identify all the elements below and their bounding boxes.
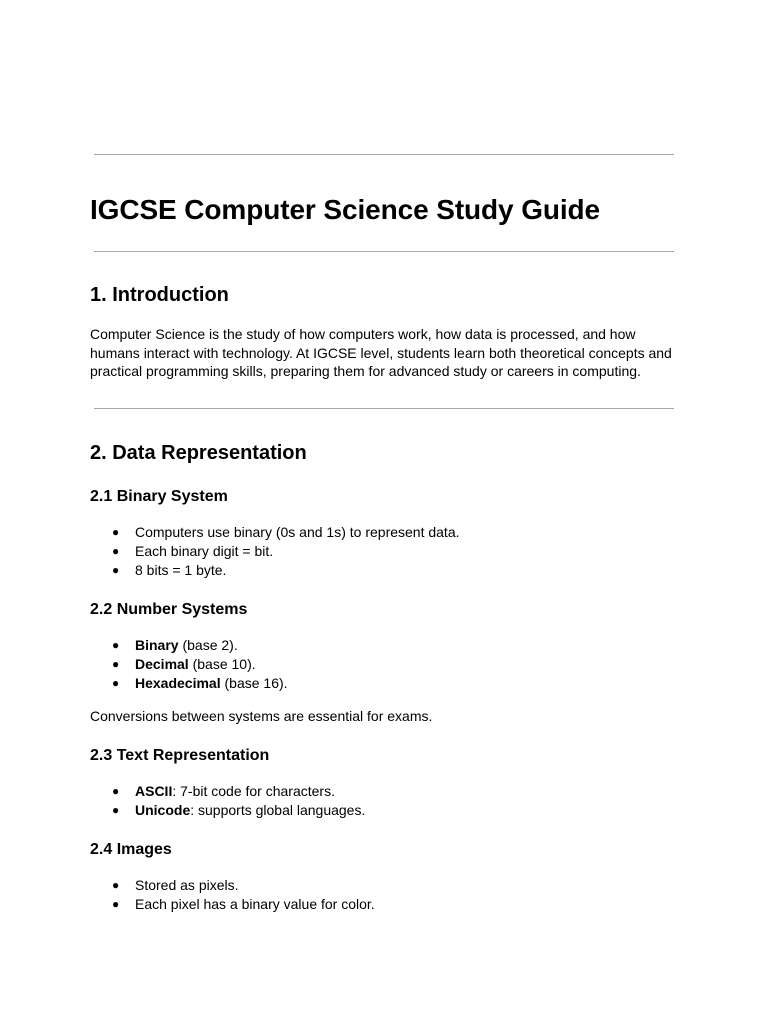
heading-introduction: 1. Introduction xyxy=(90,284,229,306)
images-list xyxy=(90,876,375,914)
divider-top xyxy=(94,154,674,155)
text-representation-list xyxy=(90,782,365,820)
list-item: ● Hexadecimal (base 16). xyxy=(112,675,288,691)
number-systems-note: Conversions between systems are essential for exams. xyxy=(90,708,433,724)
bullet-icon: ● xyxy=(112,878,120,892)
number-systems-list xyxy=(90,636,288,693)
binary-system-list xyxy=(90,523,460,580)
heading-number-systems: 2.2 Number Systems xyxy=(90,601,248,618)
divider-after-title xyxy=(94,251,674,252)
bullet-icon: ● xyxy=(112,657,120,671)
bullet-icon: ● xyxy=(112,897,120,911)
bullet-icon: ● xyxy=(112,638,120,652)
divider-after-intro xyxy=(94,408,674,409)
heading-data-representation: 2. Data Representation xyxy=(90,442,307,464)
list-item: ● Each binary digit = bit. xyxy=(112,543,274,559)
list-item: ● Stored as pixels. xyxy=(112,877,239,893)
bullet-icon: ● xyxy=(112,525,120,539)
bullet-icon: ● xyxy=(112,563,120,577)
bullet-icon: ● xyxy=(112,544,120,558)
list-item: ● 8 bits = 1 byte. xyxy=(112,562,227,578)
intro-paragraph: Computer Science is the study of how computers work, how data is processed, and how humans interact with technology. At IGCSE level, students learn both theoretical concepts and practical programming skills, preparing them for advanced study or careers in computing. xyxy=(90,326,672,380)
list-item: ● Binary (base 2). xyxy=(112,637,238,653)
bullet-icon: ● xyxy=(112,784,120,798)
heading-binary-system: 2.1 Binary System xyxy=(90,488,228,505)
page-title: IGCSE Computer Science Study Guide xyxy=(90,194,601,225)
bullet-icon: ● xyxy=(112,676,120,690)
heading-images: 2.4 Images xyxy=(90,841,172,858)
list-item: ● Unicode: supports global languages. xyxy=(112,802,366,818)
list-item: ● Each pixel has a binary value for color. xyxy=(112,896,375,912)
heading-text-representation: 2.3 Text Representation xyxy=(90,747,270,764)
bullet-icon: ● xyxy=(112,803,120,817)
list-item: ● Computers use binary (0s and 1s) to represent data. xyxy=(112,524,460,540)
list-item: ● ASCII: 7-bit code for characters. xyxy=(112,783,335,799)
list-item: ● Decimal (base 10). xyxy=(112,656,256,672)
